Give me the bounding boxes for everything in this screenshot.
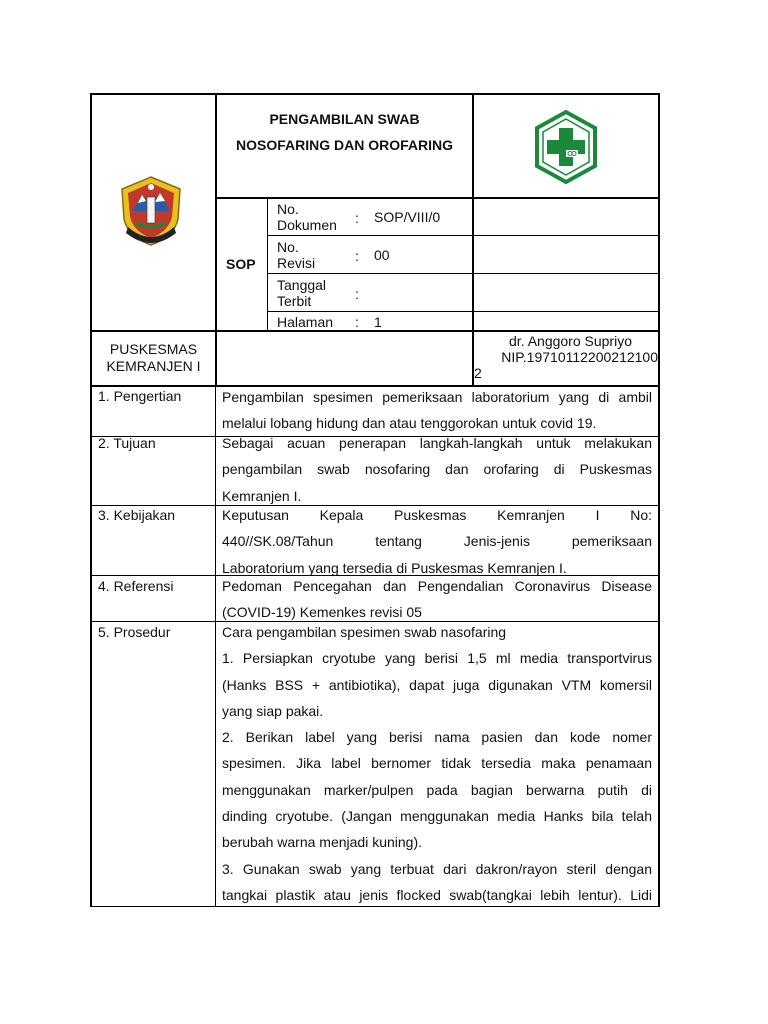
field-label-dokumen: No. Dokumen [277,201,337,233]
section-label-tujuan: 2. Tujuan [98,435,156,451]
section-text-tujuan: Sebagai acuan penerapan langkah-langkah untuk melakukan pengambilan swab nosofaring dan orofaring di Puskesmas Kemranjen I. [222,435,652,504]
field-row-line-2 [267,273,660,274]
title-row-bottom [215,197,660,199]
section-text-kebijakan: Keputusan Kepala Puskesmas Kemranjen I No: 440//SK.08/Tahun tentang Jenis-jenis pemeriksaan Laboratorium yang tersedia di Puskesmas Kemranjen I. [222,507,652,576]
field-label-halaman: Halaman [277,314,334,330]
field-colon-tanggal-terbit: : [355,286,359,302]
section-label-prosedur: 5. Prosedur [98,624,171,640]
section-label-pengertian: 1. Pengertian [98,388,182,404]
title-line-2: NOSOFARING DAN OROFARING [235,137,453,153]
sop-label: SOP [226,256,256,272]
section-text-referensi: Pedoman Pencegahan dan Pengendalian Coronavirus Disease (COVID-19) Kemenkes revisi 05 [222,578,652,621]
field-value-dokumen: SOP/VIII/0 [374,209,441,225]
field-colon-halaman: : [355,314,359,330]
signer-nip: NIP.19710112200212100 [501,349,658,365]
health-cross-icon [533,110,599,184]
signer-nip-continued: 2 [474,365,482,381]
green-cross-health-logo [533,110,599,184]
field-row-line-1 [267,235,660,236]
section-label-referensi: 4. Referensi [98,578,174,594]
section-text-prosedur: Cara pengambilan spesimen swab nasofaring 1. Persiapkan cryotube yang berisi 1,5 ml media transportvirus (Hanks BSS + antibiotika), dapat juga digunakan VTM komersil yang siap pakai. 2. Berikan label yang berisi nama pasien dan kode nomer spesimen. Jika label bernomer tidak tersedia maka penamaan menggunakan marker/pulpen pada bagian berwarna putih di dinding cryotube. (Jangan menggunakan media Hanks bila telah berubah warna menjadi kuning). 3. Gunakan swab yang terbuat dari dakron/rayon steril dengan tangkai plastik atau jenis flocked swab(tangkai lebih lentur). Lidi [222,624,652,903]
field-colon-dokumen: : [355,210,359,226]
document-title [217,106,472,158]
table-border-left [90,93,92,907]
table-border-right [658,93,660,907]
signer-block [474,333,658,381]
title-line-1: PENGAMBILAN SWAB [269,111,420,127]
field-row-line-3 [267,311,660,312]
field-label-revisi: No. Revisi [277,239,316,271]
field-label-tanggal-terbit: Tanggal Terbit [277,277,327,309]
header-bottom-line [90,330,660,332]
field-value-revisi: 00 [374,247,390,263]
field-colon-revisi: : [355,248,359,264]
seal-icon [118,175,184,249]
table-border-top [90,93,660,95]
section-label-kebijakan: 3. Kebijakan [98,507,176,523]
field-value-halaman: 1 [374,314,382,330]
body-label-divider [215,385,216,907]
organization-name: PUSKESMAS KEMRANJEN I [106,341,201,374]
section-text-pengertian: Pengambilan spesimen pemeriksaan laboratorium yang di ambil melalui lobang hidung dan atau tenggorokan untuk covid 19. [222,389,652,432]
regency-seal-logo [118,175,184,249]
signer-name: dr. Anggoro Supriyo [509,333,632,349]
